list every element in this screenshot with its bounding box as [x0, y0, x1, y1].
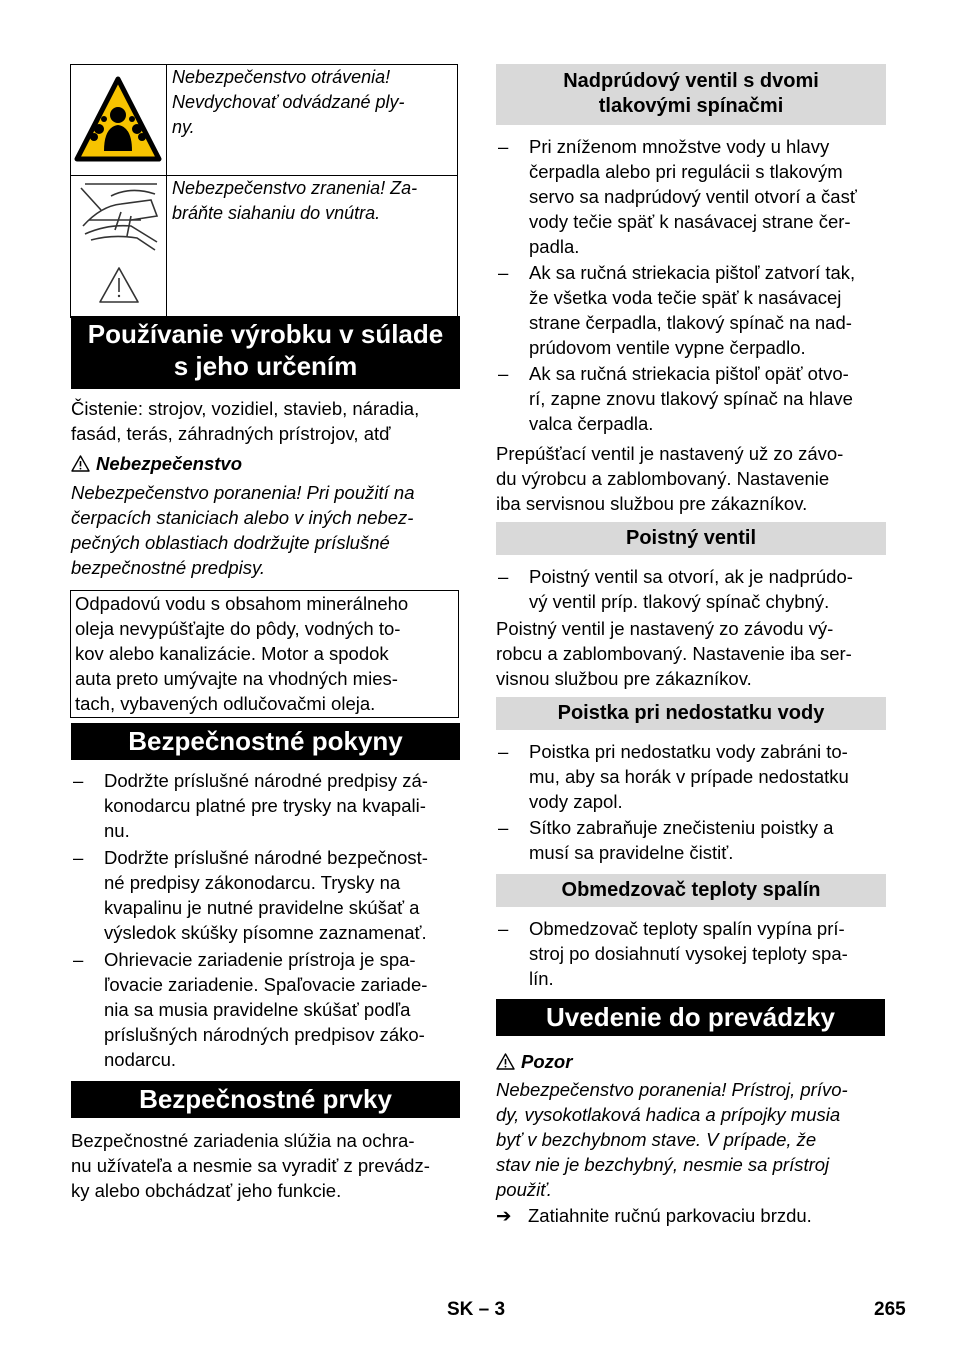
text-line: Nebezpečenstvo poranenia! Pri použití na	[71, 482, 415, 503]
text-line: rí, zapne znovu tlakový spínač na hlave	[529, 388, 853, 409]
page-number-text: 265	[874, 1299, 906, 1320]
section-title-commissioning	[496, 999, 885, 1036]
exhaust-temp-list	[496, 916, 886, 991]
text-line: Čistenie: strojov, vozidiel, stavieb, náradia,	[71, 398, 420, 419]
text-line: Poistný ventil sa otvorí, ak je nadprúdo-	[529, 566, 853, 587]
title-line: Používanie výrobku v súlade	[87, 319, 444, 349]
text-line: du výrobcu a zablombovaný. Nastavenie	[496, 468, 830, 489]
subsection-title-exhaust-temp	[496, 874, 886, 907]
list-item: – Ak sa ručná striekacia pištoľ opäť otvo- rí, zapne znovu tlakový spínač na hlave valca čerpadla.	[496, 361, 886, 436]
caution-text	[496, 1077, 886, 1202]
text-line: vody zapol.	[529, 791, 623, 812]
warning-text-hand	[167, 176, 458, 318]
list-item: – Sítko zabraňuje znečisteniu poistky a musí sa pravidelne čistiť.	[496, 815, 886, 865]
warning-triangle-icon	[71, 455, 90, 472]
text-line: né predpisy zákonodarcu. Trysky na	[104, 872, 401, 893]
text-line: Odpadovú vodu s obsahom minerálneho	[75, 593, 409, 614]
list-item: – Obmedzovač teploty spalín vypína prí- stroj po dosiahnutí vysokej teploty spa- lín.	[496, 916, 886, 991]
text-line: nu.	[104, 820, 130, 841]
title-text: Bezpečnostné pokyny	[128, 726, 403, 756]
arrow-right-icon: ➔	[496, 1205, 512, 1226]
step-text: Zatiahnite ručnú parkovaciu brzdu.	[528, 1205, 812, 1226]
title-text: Obmedzovač teploty spalín	[561, 879, 821, 901]
text-line: dy, vysokotlaková hadica a prípojky musia	[496, 1104, 841, 1125]
page-number	[874, 1298, 906, 1322]
text-line: byť v bezchybnom stave. V prípade, že	[496, 1129, 817, 1150]
text-line: fasád, terás, záhradných prístrojov, atď	[71, 423, 391, 444]
text-line: lín.	[529, 968, 554, 989]
text-line: Pri zníženom množstve vody u hlavy	[529, 136, 830, 157]
section-footer	[447, 1298, 505, 1322]
section-number: SK – 3	[447, 1299, 506, 1320]
danger-text	[71, 480, 460, 580]
step-item	[496, 1203, 886, 1228]
text-line: oleja nevypúšťajte do pôdy, vodných to-	[75, 618, 401, 639]
text-line: stav nie je bezchybný, nesmie sa prístroj	[496, 1154, 830, 1175]
text-line: Poistka pri nedostatku vody zabráni to-	[529, 741, 848, 762]
text-line: kov alebo kanalizácie. Motor a spodok	[75, 643, 389, 664]
text-line: padla.	[529, 236, 580, 257]
text-line: visnou službou pre zákazníkov.	[496, 668, 752, 689]
overflow-valve-note	[496, 441, 886, 516]
safety-valve-note	[496, 616, 886, 691]
title-line: tlakovými spínačmi	[598, 95, 784, 117]
text-line: strane čerpadla, tlakový spínač na nad-	[529, 312, 852, 333]
text-line: Ak sa ručná striekacia pištoľ zatvorí tak,	[529, 262, 856, 283]
subsection-title-water-shortage	[496, 697, 886, 730]
text-line: valca čerpadla.	[529, 413, 654, 434]
warning-line: bráňte siahaniu do vnútra.	[172, 203, 381, 223]
text-line: Nebezpečenstvo poranenia! Prístroj, prívo-	[496, 1079, 848, 1100]
list-item: – Poistný ventil sa otvorí, ak je nadprúdo- vý ventil príp. tlakový spínač chybný.	[496, 564, 886, 614]
text-line: robcu a zablombovaný. Nastavenie iba ser-	[496, 643, 852, 664]
text-line: auta preto umývajte na vhodných mies-	[75, 668, 398, 689]
text-line: tach, vybavených odlučovačmi oleja.	[75, 693, 376, 714]
environment-note-box	[70, 590, 459, 718]
text-line: musí sa pravidelne čistiť.	[529, 842, 734, 863]
text-line: čerpacích staniciach alebo v iných nebez-	[71, 507, 414, 528]
toxic-hazard-icon	[71, 65, 166, 170]
text-line: nu užívateľa a nesmie sa vyradiť z prevádz-	[71, 1155, 430, 1176]
warning-triangle-icon	[496, 1053, 515, 1070]
list-item: – Poistka pri nedostatku vody zabráni to- mu, aby sa horák v prípade nedostatku vody zapol.	[496, 739, 886, 814]
text-line: Prepúšťací ventil je nastavený už zo závo-	[496, 443, 844, 464]
warning-text-toxic	[167, 65, 458, 176]
text-line: príslušných národných predpisov záko-	[104, 1024, 425, 1045]
title-text: Poistný ventil	[625, 527, 757, 549]
text-line: pečných oblastiach dodržujte príslušné	[71, 532, 390, 553]
text-line: nodarcu.	[104, 1049, 176, 1070]
list-item: – Dodržte príslušné národné bezpečnost- né predpisy zákonodarcu. Trysky na kvapalinu je nutné pravidelne skúšať a výsledok skúšky písomne zaznamenať.	[71, 845, 460, 945]
caution-label: Pozor	[521, 1051, 573, 1072]
caution-heading	[496, 1049, 572, 1074]
text-line: Dodržte príslušné národné bezpečnost-	[104, 847, 428, 868]
text-line: stroj po dosiahnutí vysokej teploty spa-	[529, 943, 848, 964]
danger-label: Nebezpečenstvo	[96, 453, 242, 474]
text-line: ky alebo obchádzať jeho funkcie.	[71, 1180, 342, 1201]
text-line: Ohrievacie zariadenie prístroja je spa-	[104, 949, 416, 970]
safety-devices-text	[71, 1128, 460, 1203]
text-line: že všetka voda tečie späť k nasávacej	[529, 287, 842, 308]
title-text: Poistka pri nedostatku vody	[557, 702, 825, 724]
warning-line: Nevdychovať odvádzané ply-	[172, 92, 405, 112]
section-title-safety-instructions	[71, 723, 460, 760]
text-line: prúdovom ventile vypne čerpadlo.	[529, 337, 806, 358]
section-title-intended-use	[71, 316, 460, 389]
text-line: vý ventil príp. tlakový spínač chybný.	[529, 591, 830, 612]
text-line: bezpečnostné predpisy.	[71, 557, 266, 578]
text-line: Sítko zabraňuje znečisteniu poistky a	[529, 817, 834, 838]
safety-instructions-list	[71, 768, 460, 1072]
warning-line: ny.	[172, 117, 195, 137]
text-line: Dodržte príslušné národné predpisy zá-	[104, 770, 428, 791]
text-line: ľovacie zariadenie. Spaľovacie zariade-	[104, 974, 428, 995]
text-line: kvapalinu je nutné pravidelne skúšať a	[104, 897, 420, 918]
hand-injury-icon	[71, 176, 166, 312]
danger-heading	[71, 451, 242, 476]
warning-line: Nebezpečenstvo otrávenia!	[172, 67, 391, 87]
text-line: servo sa nadprúdový ventil otvorí a časť	[529, 186, 857, 207]
list-item: – Pri zníženom množstve vody u hlavy čerpadla alebo pri regulácii s tlakovým servo sa nadprúdový ventil otvorí a časť vody tečie späť k nasávacej strane čer- padla.	[496, 134, 886, 259]
text-line: mu, aby sa horák v prípade nedostatku	[529, 766, 849, 787]
warning-icon-cell	[71, 176, 167, 318]
subsection-title-safety-valve	[496, 522, 886, 555]
warning-table	[70, 64, 458, 318]
water-shortage-list	[496, 739, 886, 865]
text-line: výsledok skúšky písomne zaznamenať.	[104, 922, 427, 943]
list-item: – Ohrievacie zariadenie prístroja je spa- ľovacie zariadenie. Spaľovacie zariade- nia sa musia pravidelne skúšať podľa príslušných národných predpisov záko- nodarcu.	[71, 947, 460, 1072]
section-title-safety-devices	[71, 1081, 460, 1118]
text-line: nia sa musia pravidelne skúšať podľa	[104, 999, 411, 1020]
text-line: iba servisnou službou pre zákazníkov.	[496, 493, 808, 514]
list-item: – Ak sa ručná striekacia pištoľ zatvorí tak, že všetka voda tečie späť k nasávacej strane čerpadla, tlakový spínač na nad- prúdovom ventile vypne čerpadlo.	[496, 260, 886, 360]
subsection-title-overflow-valve	[496, 64, 886, 125]
text-line: konodarcu platné pre trysky na kvapali-	[104, 795, 426, 816]
intended-use-text	[71, 396, 460, 446]
title-text: Uvedenie do prevádzky	[546, 1002, 835, 1032]
warning-line: Nebezpečenstvo zranenia! Za-	[172, 178, 418, 198]
text-line: použiť.	[496, 1179, 552, 1200]
text-line: Ak sa ručná striekacia pištoľ opäť otvo-	[529, 363, 849, 384]
overflow-valve-list	[496, 134, 886, 436]
text-line: vody tečie späť k nasávacej strane čer-	[529, 211, 851, 232]
text-line: Bezpečnostné zariadenia slúžia na ochra-	[71, 1130, 415, 1151]
title-line: s jeho určením	[173, 351, 358, 381]
text-line: Obmedzovač teploty spalín vypína prí-	[529, 918, 845, 939]
safety-valve-list	[496, 564, 886, 614]
title-line: Nadprúdový ventil s dvomi	[563, 70, 819, 92]
warning-icon-cell	[71, 65, 167, 176]
title-text: Bezpečnostné prvky	[139, 1084, 392, 1114]
list-item: – Dodržte príslušné národné predpisy zá- konodarcu platné pre trysky na kvapali- nu.	[71, 768, 460, 843]
text-line: čerpadla alebo pri regulácii s tlakovým	[529, 161, 843, 182]
text-line: Poistný ventil je nastavený zo závodu vý-	[496, 618, 834, 639]
